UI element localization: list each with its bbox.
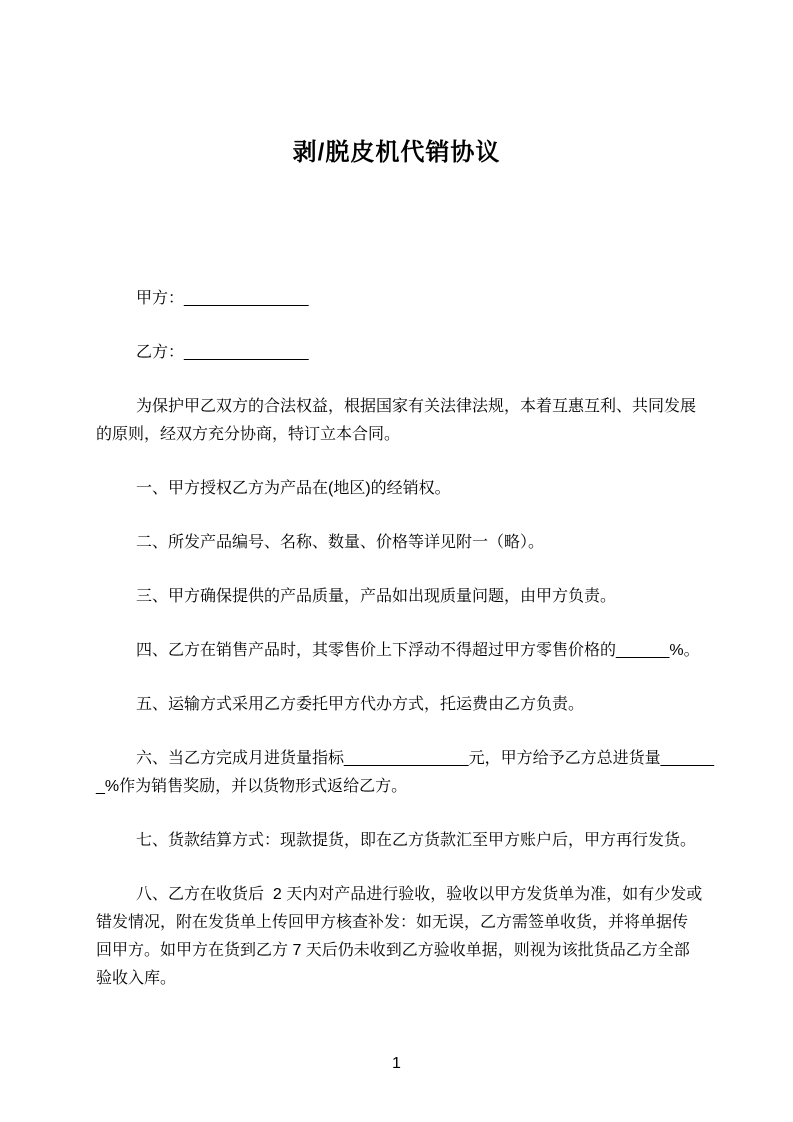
clause-8-line-1: 八、乙方在收货后 2 天内对产品进行验收，验收以甲方发货单为准，如有少发或 [136,886,703,903]
party-b-line: 乙方：______________ [136,344,309,361]
contract-clause-3 [96,583,697,611]
contract-clause-5 [96,691,697,719]
clause-6-line-2: _%作为销售奖励，并以货物形式返给乙方。 [96,778,408,795]
contract-clause-6 [96,745,714,801]
preamble-paragraph [96,393,697,449]
preamble-line-2: 的原则，经双方充分协商，特订立本合同。 [96,426,401,443]
clause-8-line-3: 回甲方。如甲方在货到乙方 7 天后仍未收到乙方验收单据，则视为该批货品乙方全部 [96,942,690,959]
party-a-row [96,285,697,313]
clause-8-line-2: 错发情况，附在发货单上传回甲方核查补发：如无误，乙方需签单收货，并将单据传 [96,914,689,931]
clause-7-line: 七、货款结算方式：现款提货，即在乙方货款汇至甲方账户后，甲方再行发货。 [136,832,697,849]
contract-clause-1 [96,475,697,503]
party-b-row [96,339,697,367]
clause-4-line: 四、乙方在销售产品时，其零售价上下浮动不得超过甲方零售价格的______%。 [136,642,700,659]
contract-clause-8 [96,881,703,993]
contract-clause-7 [96,827,697,855]
preamble-line-1: 为保护甲乙双方的合法权益，根据国家有关法律法规，本着互惠互利、共同发展 [136,398,697,415]
clause-1-line: 一、甲方授权乙方为产品在(地区)的经销权。 [136,480,451,497]
clause-8-line-4: 验收入库。 [96,970,177,987]
clause-5-line: 五、运输方式采用乙方委托甲方代办方式，托运费由乙方负责。 [136,696,585,713]
contract-clause-4 [96,637,700,665]
document-title: 剥/脱皮机代销协议 [292,139,501,166]
page-number: 1 [392,1055,401,1072]
clause-6-line-1: 六、当乙方完成月进货量指标______________元，甲方给予乙方总进货量______ [136,750,714,767]
clause-3-line: 三、甲方确保提供的产品质量，产品如出现质量问题，由甲方负责。 [136,588,617,605]
clause-2-line: 二、所发产品编号、名称、数量、价格等详见附一（略）。 [136,534,545,551]
contract-clause-2 [96,529,697,557]
party-a-line: 甲方：______________ [136,290,309,307]
